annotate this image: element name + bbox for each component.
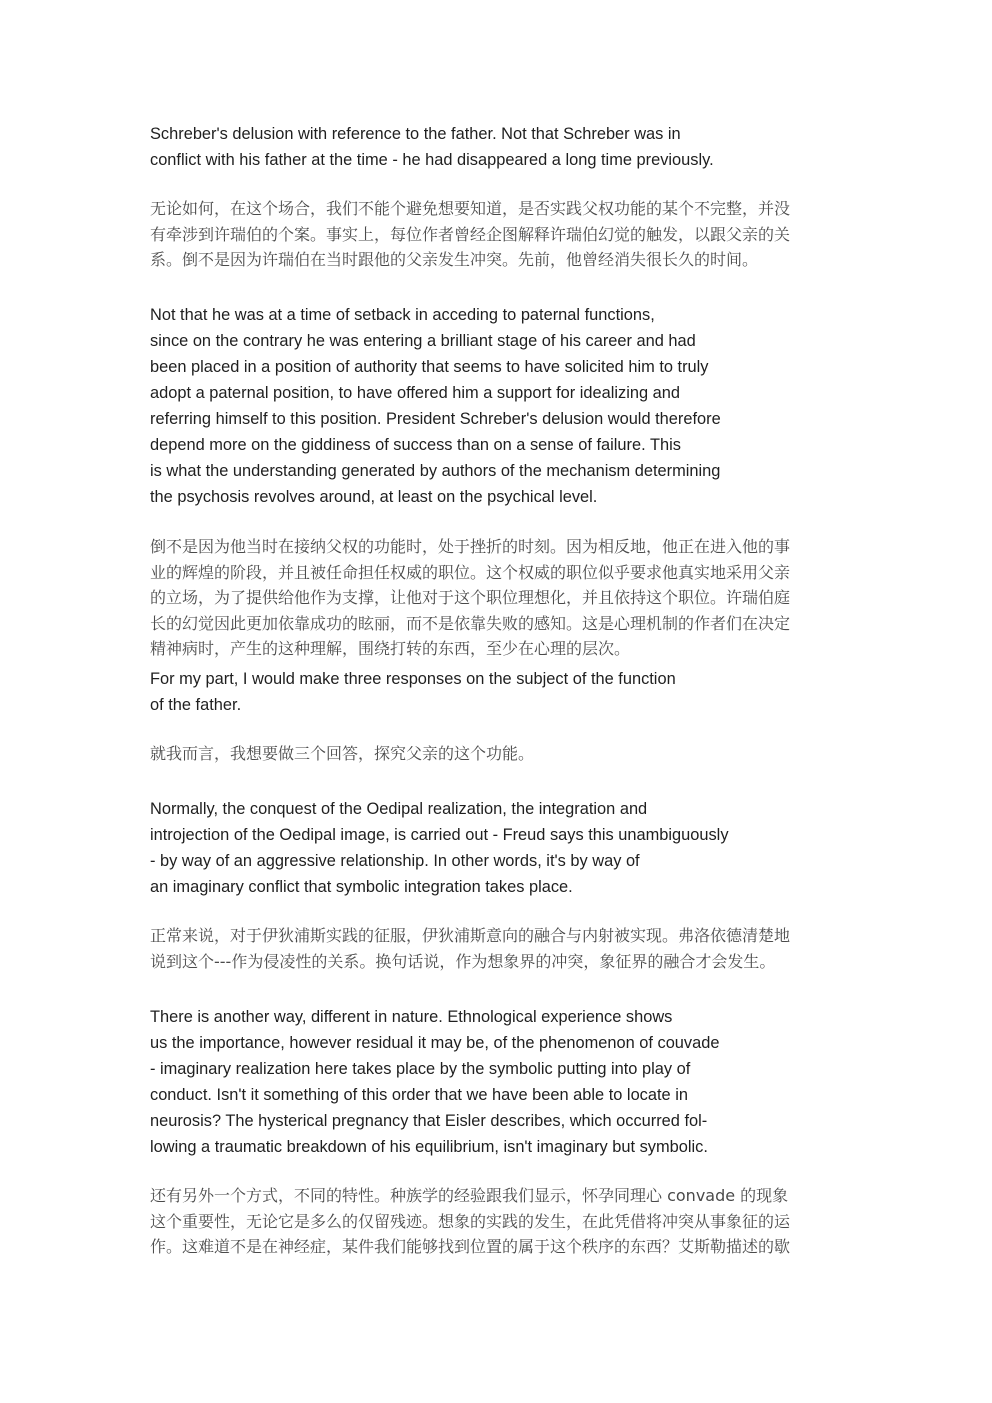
paragraph-english xyxy=(150,796,729,900)
text-line: Normally, the conquest of the Oedipal realization, the integration and xyxy=(150,800,648,818)
text-line: 的立场，为了提供给他作为支撑，让他对于这个职位理想化，并且依持这个职位。许瑞伯庭 xyxy=(150,588,791,608)
text-line: referring himself to this position. President Schreber's delusion would therefore xyxy=(150,410,721,428)
text-line: 有牵涉到许瑞伯的个案。事实上，每位作者曾经企图解释许瑞伯幻觉的触发，以跟父亲的关 xyxy=(150,224,791,244)
paragraph-chinese xyxy=(150,923,790,974)
text-line: Schreber's delusion with reference to the father. Not that Schreber was in xyxy=(150,125,681,143)
text-line: - by way of an aggressive relationship. In other words, it's by way of xyxy=(150,852,640,870)
text-line: conduct. Isn't it something of this order that we have been able to locate in xyxy=(150,1086,688,1104)
text-line: 就我而言，我想要做三个回答，探究父亲的这个功能。 xyxy=(150,744,535,763)
text-line: neurosis? The hysterical pregnancy that Eisler describes, which occurred fol- xyxy=(150,1112,708,1130)
text-line: 正常来说，对于伊狄浦斯实践的征服，伊狄浦斯意向的融合与内射被实现。弗洛依德清楚地 xyxy=(150,926,791,945)
text-line: 精神病时，产生的这种理解，围绕打转的东西，至少在心理的层次。 xyxy=(150,639,631,659)
text-line: 长的幻觉因此更加依靠成功的眩丽，而不是依靠失败的感知。这是心理机制的作者们在决定 xyxy=(150,613,791,633)
text-line: There is another way, different in nature. Ethnological experience shows xyxy=(150,1008,673,1026)
text-line: been placed in a position of authority that seems to have solicited him to truly xyxy=(150,358,709,376)
paragraph-chinese xyxy=(150,534,790,662)
text-line: conflict with his father at the time - he had disappeared a long time previously. xyxy=(150,151,714,169)
paragraph-chinese xyxy=(150,741,534,767)
text-line: 还有另外一个方式，不同的特性。种族学的经验跟我们显示，怀孕同理心 convade 的现象 xyxy=(150,1186,789,1205)
text-line: 说到这个---作为侵凌性的关系。换句话说，作为想象界的冲突，象征界的融合才会发生。 xyxy=(150,951,776,971)
text-line: lowing a traumatic breakdown of his equilibrium, isn't imaginary but symbolic. xyxy=(150,1138,708,1156)
text-line: - imaginary realization here takes place by the symbolic putting into play of xyxy=(150,1060,691,1078)
text-line: Not that he was at a time of setback in acceding to paternal functions, xyxy=(150,306,655,324)
text-line: 无论如何，在这个场合，我们不能个避免想要知道，是否实践父权功能的某个不完整，并没 xyxy=(150,199,791,218)
paragraph-chinese xyxy=(150,196,790,273)
paragraph-chinese xyxy=(150,1183,790,1260)
text-line: introjection of the Oedipal image, is carried out - Freud says this unambiguously xyxy=(150,826,729,844)
text-line: For my part, I would make three responses on the subject of the function xyxy=(150,670,676,688)
text-line: the psychosis revolves around, at least on the psychical level. xyxy=(150,488,598,506)
text-line: 业的辉煌的阶段，并且被任命担任权威的职位。这个权威的职位似乎要求他真实地采用父亲 xyxy=(150,562,791,582)
text-line: us the importance, however residual it may be, of the phenomenon of couvade xyxy=(150,1034,720,1052)
text-line: 这个重要性，无论它是多么的仅留残迹。想象的实践的发生，在此凭借将冲突从事象征的运 xyxy=(150,1211,791,1231)
text-line: 倒不是因为他当时在接纳父权的功能时，处于挫折的时刻。因为相反地，他正在进入他的事 xyxy=(150,537,791,556)
text-line: an imaginary conflict that symbolic integration takes place. xyxy=(150,878,573,896)
paragraph-english xyxy=(150,302,721,510)
paragraph-english xyxy=(150,1004,719,1160)
text-line: depend more on the giddiness of success than on a sense of failure. This xyxy=(150,436,681,454)
text-line: of the father. xyxy=(150,696,242,714)
text-line: adopt a paternal position, to have offered him a support for idealizing and xyxy=(150,384,681,402)
paragraph-english xyxy=(150,121,714,173)
text-line: since on the contrary he was entering a brilliant stage of his career and had xyxy=(150,332,696,350)
text-line: is what the understanding generated by authors of the mechanism determining xyxy=(150,462,721,480)
paragraph-english xyxy=(150,666,676,718)
text-line: 系。倒不是因为许瑞伯在当时跟他的父亲发生冲突。先前，他曾经消失很长久的时间。 xyxy=(150,250,759,270)
text-line: 作。这难道不是在神经症，某件我们能够找到位置的属于这个秩序的东西？艾斯勒描述的歇 xyxy=(150,1237,791,1257)
